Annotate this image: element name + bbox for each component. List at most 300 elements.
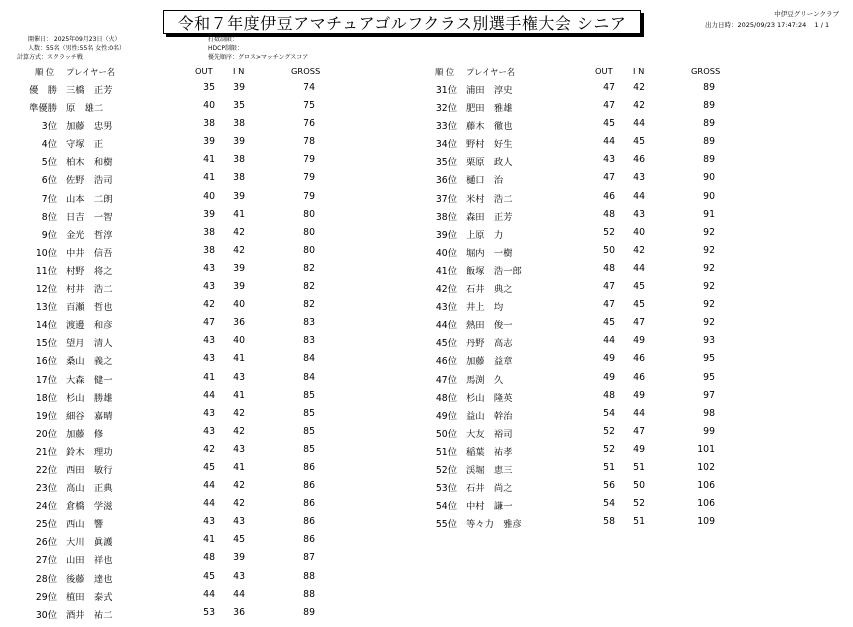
header-in: I N xyxy=(633,66,645,76)
in-score-cell: 38 xyxy=(233,172,245,184)
header-gross: GROSS xyxy=(691,66,721,76)
result-row xyxy=(400,152,800,170)
result-row xyxy=(400,442,800,460)
gross-score-cell: 98 xyxy=(703,407,715,419)
player-name-cell: 細谷 嘉晴 xyxy=(66,410,113,422)
in-score-cell: 44 xyxy=(633,190,645,202)
rank-cell: 6位 xyxy=(41,175,57,187)
rank-cell: 4位 xyxy=(41,139,57,151)
in-score-cell: 39 xyxy=(233,82,245,93)
gross-score-cell: 106 xyxy=(697,498,715,510)
gross-score-cell: 92 xyxy=(703,299,715,311)
player-name-cell: 中井 信吾 xyxy=(66,247,113,259)
in-score-cell: 43 xyxy=(233,371,245,383)
gross-score-cell: 109 xyxy=(697,516,715,528)
header-out: OUT xyxy=(195,66,213,76)
result-row xyxy=(0,424,400,442)
in-score-cell: 43 xyxy=(633,172,645,184)
in-score-cell: 38 xyxy=(233,118,245,130)
out-score-cell: 44 xyxy=(603,335,615,347)
in-score-cell: 49 xyxy=(633,335,645,347)
gross-score-cell: 79 xyxy=(303,154,315,166)
out-score-cell: 43 xyxy=(203,516,215,528)
out-score-cell: 43 xyxy=(203,335,215,347)
gross-score-cell: 95 xyxy=(703,353,715,365)
player-name-cell: 藤木 徹也 xyxy=(466,121,513,133)
result-row xyxy=(0,207,400,225)
result-row xyxy=(0,80,400,98)
player-name-cell: 村野 将之 xyxy=(66,265,113,277)
in-score-cell: 41 xyxy=(233,461,245,473)
result-row xyxy=(0,351,400,369)
result-row xyxy=(0,225,400,243)
result-row xyxy=(0,243,400,261)
out-score-cell: 38 xyxy=(203,244,215,256)
gross-score-cell: 76 xyxy=(303,118,315,130)
result-row xyxy=(0,496,400,514)
gross-score-cell: 83 xyxy=(303,335,315,347)
result-row xyxy=(400,351,800,369)
gross-score-cell: 92 xyxy=(703,317,715,329)
rank-cell: 27位 xyxy=(35,555,57,567)
in-score-cell: 40 xyxy=(233,299,245,311)
header-rank: 順 位 xyxy=(435,67,455,77)
out-score-cell: 38 xyxy=(203,118,215,130)
in-score-cell: 43 xyxy=(233,443,245,455)
out-score-cell: 35 xyxy=(203,82,215,93)
result-row xyxy=(400,116,800,134)
gross-score-cell: 84 xyxy=(303,371,315,383)
out-score-cell: 52 xyxy=(603,425,615,437)
gross-score-cell: 79 xyxy=(303,172,315,184)
rank-cell: 48位 xyxy=(435,392,457,404)
rank-cell: 44位 xyxy=(435,320,457,332)
out-score-cell: 52 xyxy=(603,443,615,455)
rank-cell: 10位 xyxy=(35,247,57,259)
rank-cell: 37位 xyxy=(435,193,457,205)
out-score-cell: 58 xyxy=(603,516,615,528)
player-name-cell: 馬渕 久 xyxy=(466,374,504,386)
gross-score-cell: 82 xyxy=(303,262,315,274)
result-row xyxy=(0,460,400,478)
result-row xyxy=(400,170,800,188)
player-name-cell: 浦田 淳史 xyxy=(466,85,513,96)
in-score-cell: 44 xyxy=(633,262,645,274)
in-score-cell: 47 xyxy=(633,317,645,329)
out-score-cell: 53 xyxy=(203,606,215,618)
out-score-cell: 43 xyxy=(603,154,615,166)
header-gross: GROSS xyxy=(291,66,321,76)
player-name-cell: 大川 眞護 xyxy=(66,537,113,549)
gross-score-cell: 89 xyxy=(303,606,315,618)
gross-score-cell: 78 xyxy=(303,136,315,148)
out-score-cell: 48 xyxy=(203,552,215,564)
gross-score-cell: 97 xyxy=(703,389,715,401)
result-row xyxy=(0,98,400,116)
rank-cell: 29位 xyxy=(35,591,57,603)
in-score-cell: 47 xyxy=(633,425,645,437)
player-name-cell: 渓堀 恵三 xyxy=(466,464,513,476)
in-score-cell: 42 xyxy=(233,498,245,510)
rank-cell: 38位 xyxy=(435,211,457,223)
player-name-cell: 原 雄二 xyxy=(66,103,104,115)
header-rank: 順 位 xyxy=(35,67,55,77)
rank-cell: 20位 xyxy=(35,428,57,440)
gross-score-cell: 87 xyxy=(303,552,315,564)
result-row xyxy=(400,424,800,442)
player-name-cell: 後藤 達也 xyxy=(66,573,113,585)
player-name-cell: 桑山 義之 xyxy=(66,356,113,368)
rank-cell: 46位 xyxy=(435,356,457,368)
out-score-cell: 48 xyxy=(603,389,615,401)
player-name-cell: 加藤 修 xyxy=(66,428,104,440)
player-name-cell: 加藤 益章 xyxy=(466,356,513,368)
gross-score-cell: 89 xyxy=(703,82,715,93)
in-score-cell: 39 xyxy=(233,281,245,293)
player-name-cell: 山田 祥也 xyxy=(66,555,113,567)
rank-cell: 45位 xyxy=(435,338,457,350)
player-name-cell: 井上 均 xyxy=(466,302,504,314)
rank-cell: 28位 xyxy=(35,573,57,585)
gross-score-cell: 89 xyxy=(703,136,715,148)
in-score-cell: 40 xyxy=(233,335,245,347)
gross-score-cell: 90 xyxy=(703,172,715,184)
rank-cell: 26位 xyxy=(35,537,57,549)
rank-cell: 3位 xyxy=(41,121,57,133)
player-name-cell: 村井 浩二 xyxy=(66,284,113,296)
in-score-cell: 42 xyxy=(633,82,645,93)
gross-score-cell: 99 xyxy=(703,425,715,437)
in-score-cell: 42 xyxy=(633,244,645,256)
player-name-cell: 望月 清人 xyxy=(66,338,113,350)
in-score-cell: 46 xyxy=(633,154,645,166)
rank-cell: 54位 xyxy=(435,501,457,513)
rank-cell: 41位 xyxy=(435,265,457,277)
in-score-cell: 35 xyxy=(233,100,245,112)
in-score-cell: 40 xyxy=(633,226,645,238)
result-row xyxy=(0,406,400,424)
player-name-cell: 丹野 高志 xyxy=(466,338,513,350)
result-row xyxy=(400,388,800,406)
rank-cell: 5位 xyxy=(41,157,57,169)
player-name-cell: 飯塚 浩一郎 xyxy=(466,265,522,277)
gross-score-cell: 86 xyxy=(303,480,315,492)
rank-cell: 49位 xyxy=(435,410,457,422)
gross-score-cell: 86 xyxy=(303,498,315,510)
player-name-cell: 肥田 雅雄 xyxy=(466,103,513,115)
result-row xyxy=(0,261,400,279)
player-name-cell: 日吉 一智 xyxy=(66,211,113,223)
rank-cell: 準優勝 xyxy=(29,103,57,115)
in-score-cell: 38 xyxy=(233,154,245,166)
out-score-cell: 47 xyxy=(603,82,615,93)
out-score-cell: 43 xyxy=(203,425,215,437)
result-row xyxy=(400,207,800,225)
in-score-cell: 44 xyxy=(633,118,645,130)
out-score-cell: 41 xyxy=(203,154,215,166)
gross-score-cell: 86 xyxy=(303,461,315,473)
in-score-cell: 51 xyxy=(633,461,645,473)
gross-score-cell: 82 xyxy=(303,281,315,293)
out-score-cell: 47 xyxy=(603,100,615,112)
in-score-cell: 39 xyxy=(233,552,245,564)
out-score-cell: 43 xyxy=(203,353,215,365)
rank-cell: 47位 xyxy=(435,374,457,386)
out-score-cell: 48 xyxy=(603,208,615,220)
player-name-cell: 益山 幹治 xyxy=(466,410,513,422)
gross-score-cell: 93 xyxy=(703,335,715,347)
player-name-cell: 樋口 治 xyxy=(466,175,504,187)
out-score-cell: 46 xyxy=(603,190,615,202)
out-score-cell: 45 xyxy=(203,461,215,473)
out-score-cell: 45 xyxy=(603,118,615,130)
result-row xyxy=(400,297,800,315)
result-row xyxy=(0,297,400,315)
player-name-cell: 守塚 正 xyxy=(66,139,104,151)
result-row xyxy=(0,587,400,605)
out-score-cell: 41 xyxy=(203,172,215,184)
in-score-cell: 39 xyxy=(233,262,245,274)
gross-score-cell: 92 xyxy=(703,281,715,293)
rank-cell: 51位 xyxy=(435,446,457,458)
rank-cell: 35位 xyxy=(435,157,457,169)
gross-score-cell: 74 xyxy=(303,82,315,93)
result-row xyxy=(0,189,400,207)
gross-score-cell: 89 xyxy=(703,154,715,166)
gross-score-cell: 83 xyxy=(303,317,315,329)
rank-cell: 16位 xyxy=(35,356,57,368)
rank-cell: 12位 xyxy=(35,284,57,296)
player-name-cell: 佐野 浩司 xyxy=(66,175,113,187)
page-number: 1 / 1 xyxy=(814,21,830,29)
rank-cell: 24位 xyxy=(35,501,57,513)
result-row xyxy=(400,478,800,496)
out-score-cell: 44 xyxy=(203,588,215,600)
stroke-limit: 打数制限： xyxy=(208,36,239,43)
out-score-cell: 41 xyxy=(203,371,215,383)
in-score-cell: 52 xyxy=(633,498,645,510)
result-row xyxy=(400,370,800,388)
event-date: 開催日： 2025年09月23日（火） xyxy=(28,36,121,43)
player-name-cell: 柏木 和樹 xyxy=(66,157,113,169)
gross-score-cell: 92 xyxy=(703,262,715,274)
in-score-cell: 42 xyxy=(233,480,245,492)
gross-score-cell: 79 xyxy=(303,190,315,202)
in-score-cell: 39 xyxy=(233,136,245,148)
player-name-cell: 金光 哲淳 xyxy=(66,229,113,241)
in-score-cell: 42 xyxy=(633,100,645,112)
in-score-cell: 50 xyxy=(633,480,645,492)
right-column-headers xyxy=(400,66,800,77)
rank-cell: 42位 xyxy=(435,284,457,296)
out-score-cell: 39 xyxy=(203,208,215,220)
result-row xyxy=(0,478,400,496)
in-score-cell: 46 xyxy=(633,371,645,383)
in-score-cell: 46 xyxy=(633,353,645,365)
rank-cell: 34位 xyxy=(435,139,457,151)
result-row xyxy=(400,406,800,424)
gross-score-cell: 88 xyxy=(303,570,315,582)
result-row xyxy=(0,279,400,297)
player-name-cell: 野村 好生 xyxy=(466,139,513,151)
in-score-cell: 42 xyxy=(233,244,245,256)
gross-score-cell: 86 xyxy=(303,534,315,546)
rank-cell: 30位 xyxy=(35,609,57,621)
gross-score-cell: 90 xyxy=(703,190,715,202)
in-score-cell: 42 xyxy=(233,407,245,419)
out-score-cell: 47 xyxy=(603,299,615,311)
result-row xyxy=(0,569,400,587)
result-row xyxy=(400,243,800,261)
out-score-cell: 45 xyxy=(603,317,615,329)
left-column-headers xyxy=(0,66,400,77)
out-score-cell: 52 xyxy=(603,226,615,238)
header-out: OUT xyxy=(595,66,613,76)
out-score-cell: 40 xyxy=(203,190,215,202)
meta-left xyxy=(28,36,125,53)
rank-cell: 33位 xyxy=(435,121,457,133)
result-row xyxy=(400,460,800,478)
in-score-cell: 42 xyxy=(233,226,245,238)
out-score-cell: 54 xyxy=(603,407,615,419)
player-name-cell: 大森 健一 xyxy=(66,374,113,386)
in-score-cell: 41 xyxy=(233,353,245,365)
in-score-cell: 45 xyxy=(233,534,245,546)
player-name-cell: 植田 泰式 xyxy=(66,591,113,603)
in-score-cell: 36 xyxy=(233,317,245,329)
player-name-cell: 石井 尚之 xyxy=(466,483,513,495)
gross-score-cell: 92 xyxy=(703,226,715,238)
left-results-column xyxy=(0,80,400,623)
in-score-cell: 41 xyxy=(233,389,245,401)
out-score-cell: 49 xyxy=(603,371,615,383)
in-score-cell: 42 xyxy=(233,425,245,437)
player-name-cell: 栗原 政人 xyxy=(466,157,513,169)
player-name-cell: 中村 謙一 xyxy=(466,501,513,513)
out-score-cell: 56 xyxy=(603,480,615,492)
out-score-cell: 44 xyxy=(203,480,215,492)
in-score-cell: 49 xyxy=(633,443,645,455)
player-name-cell: 西山 響 xyxy=(66,519,104,531)
result-row xyxy=(0,116,400,134)
club-name: 中伊豆グリーンクラブ xyxy=(774,10,839,18)
player-name-cell: 鈴木 理功 xyxy=(66,446,113,458)
out-score-cell: 54 xyxy=(603,498,615,510)
out-score-cell: 39 xyxy=(203,136,215,148)
player-name-cell: 山本 二朗 xyxy=(66,193,113,205)
gross-score-cell: 95 xyxy=(703,371,715,383)
result-row xyxy=(0,514,400,532)
player-name-cell: 堀内 一樹 xyxy=(466,247,513,259)
in-score-cell: 45 xyxy=(633,299,645,311)
out-score-cell: 43 xyxy=(203,407,215,419)
player-name-cell: 加藤 忠男 xyxy=(66,121,113,133)
gross-score-cell: 84 xyxy=(303,353,315,365)
out-score-cell: 49 xyxy=(603,353,615,365)
player-name-cell: 稲葉 祐孝 xyxy=(466,446,513,458)
player-name-cell: 百瀬 哲也 xyxy=(66,302,113,314)
player-name-cell: 渡邊 和彦 xyxy=(66,320,113,332)
out-score-cell: 43 xyxy=(203,281,215,293)
rank-cell: 50位 xyxy=(435,428,457,440)
rank-cell: 22位 xyxy=(35,464,57,476)
gross-score-cell: 86 xyxy=(303,516,315,528)
out-score-cell: 47 xyxy=(203,317,215,329)
rank-cell: 31位 xyxy=(435,85,457,96)
rank-cell: 7位 xyxy=(41,193,57,205)
player-name-cell: 酒井 祐二 xyxy=(66,609,113,621)
result-row xyxy=(0,605,400,623)
calculation-method: 計算方式：スクラッチ戦 xyxy=(17,53,83,61)
rank-cell: 19位 xyxy=(35,410,57,422)
result-row xyxy=(400,225,800,243)
rank-cell: 18位 xyxy=(35,392,57,404)
player-name-cell: 熱田 俊一 xyxy=(466,320,513,332)
out-score-cell: 43 xyxy=(203,262,215,274)
output-datetime xyxy=(705,20,829,29)
out-score-cell: 38 xyxy=(203,226,215,238)
rank-cell: 15位 xyxy=(35,338,57,350)
gross-score-cell: 92 xyxy=(703,244,715,256)
player-name-cell: 等々力 雅彦 xyxy=(466,519,522,531)
out-score-cell: 51 xyxy=(603,461,615,473)
player-name-cell: 西田 敏行 xyxy=(66,464,113,476)
result-row xyxy=(0,315,400,333)
result-row xyxy=(0,333,400,351)
rank-cell: 9位 xyxy=(41,229,57,241)
result-row xyxy=(0,388,400,406)
gross-score-cell: 101 xyxy=(697,443,715,455)
header-player: プレイヤー名 xyxy=(66,67,116,77)
gross-score-cell: 106 xyxy=(697,480,715,492)
result-row xyxy=(0,532,400,550)
gross-score-cell: 80 xyxy=(303,226,315,238)
out-score-cell: 48 xyxy=(603,262,615,274)
right-results-column xyxy=(400,80,800,532)
result-row xyxy=(400,134,800,152)
header-player: プレイヤー名 xyxy=(466,67,516,77)
rank-cell: 32位 xyxy=(435,103,457,115)
out-score-cell: 45 xyxy=(203,570,215,582)
out-score-cell: 40 xyxy=(203,100,215,112)
priority-order: 優先順序：グロス>マッチングスコア xyxy=(208,53,309,61)
result-row xyxy=(400,514,800,532)
gross-score-cell: 85 xyxy=(303,407,315,419)
rank-cell: 優 勝 xyxy=(29,85,57,96)
player-name-cell: 大友 裕司 xyxy=(466,428,513,440)
player-name-cell: 三橋 正芳 xyxy=(66,85,113,96)
gross-score-cell: 91 xyxy=(703,208,715,220)
gross-score-cell: 102 xyxy=(697,461,715,473)
gross-score-cell: 82 xyxy=(303,299,315,311)
out-score-cell: 44 xyxy=(603,136,615,148)
player-name-cell: 米村 浩二 xyxy=(466,193,513,205)
in-score-cell: 45 xyxy=(633,281,645,293)
report-title: 令和７年度伊豆アマチュアゴルフクラス別選手権大会 シニア xyxy=(177,13,627,33)
result-row xyxy=(0,550,400,568)
result-row xyxy=(400,279,800,297)
result-row xyxy=(0,134,400,152)
result-row xyxy=(400,80,800,98)
rank-cell: 23位 xyxy=(35,483,57,495)
player-name-cell: 森田 正芳 xyxy=(466,211,513,223)
report-title-box xyxy=(163,10,641,34)
out-score-cell: 50 xyxy=(603,244,615,256)
rank-cell: 39位 xyxy=(435,229,457,241)
gross-score-cell: 85 xyxy=(303,443,315,455)
in-score-cell: 44 xyxy=(233,588,245,600)
output-value: 2025/09/23 17:47:24 xyxy=(737,21,807,29)
